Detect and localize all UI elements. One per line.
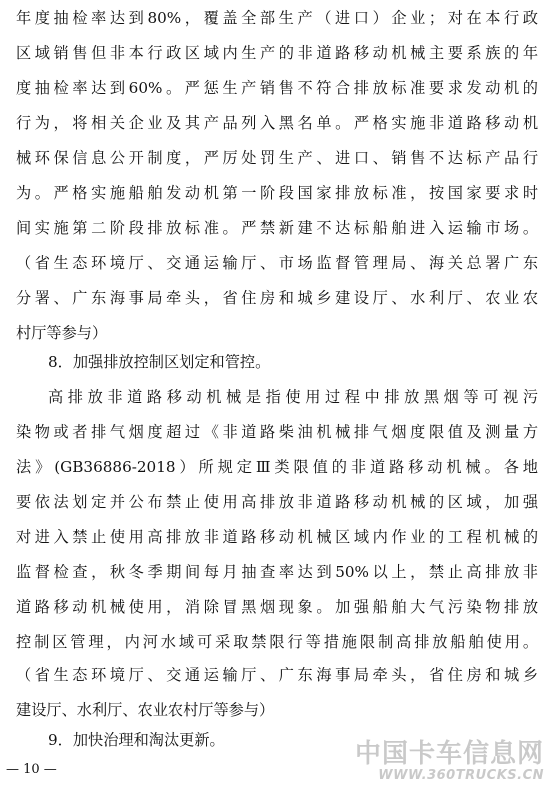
paragraph-line: 年度抽检率达到80%，覆盖全部生产（进口）企业；对在本行政 (16, 9, 538, 27)
responsible-units-line: （省生态环境厅、交通运输厅、广东海事局牵头，省住房和城乡 (16, 666, 538, 684)
watermark (352, 740, 544, 784)
paragraph-line: 区域销售但非本行政区域内生产的非道路移动机械主要系族的年 (16, 44, 538, 62)
paragraph-line: 道路移动机械使用，消除冒黑烟现象。加强船舶大气污染物排放 (16, 598, 538, 616)
responsible-units-line: 村厅等参与） (16, 324, 108, 342)
watermark-url: WWW.360TRUCKS.CN (378, 768, 544, 783)
paragraph-line: 度抽检率达到60%。严惩生产销售不符合排放标准要求发动机的 (16, 79, 538, 97)
paragraph-line: 对进入禁止使用高排放非道路移动机械区域内作业的工程机械的 (16, 528, 538, 546)
section-heading-8: 8．加强排放控制区划定和管控。 (48, 353, 271, 371)
paragraph-line: 法》(GB36886-2018）所规定Ⅲ类限值的非道路移动机械。各地 (16, 458, 538, 476)
watermark-name: 中国卡车信息网 (354, 739, 544, 769)
responsible-units-line: （省生态环境厅、交通运输厅、市场监督管理局、海关总署广东 (16, 254, 538, 272)
responsible-units-line: 建设厅、水利厅、农业农村厅等参与） (16, 701, 275, 719)
paragraph-line: 械环保信息公开制度，严厉处罚生产、进口、销售不达标产品行 (16, 149, 538, 167)
paragraph-line: 为。严格实施船舶发动机第一阶段国家排放标准，按国家要求时 (16, 184, 538, 202)
responsible-units-line: 分署、广东海事局牵头，省住房和城乡建设厅、水利厅、农业农 (16, 289, 538, 307)
paragraph-line: 染物或者排气烟度超过《非道路柴油机械排气烟度限值及测量方 (16, 423, 538, 441)
page-number: — 10 — (6, 762, 57, 777)
paragraph-line: 间实施第二阶段排放标准。严禁新建不达标船舶进入运输市场。 (16, 219, 538, 237)
paragraph-line: 高排放非道路移动机械是指使用过程中排放黑烟等可视污 (48, 388, 538, 406)
section-heading-9: 9．加快治理和淘汰更新。 (48, 731, 225, 749)
paragraph-line: 控制区管理，内河水域可采取禁限行等措施限制高排放船舶使用。 (16, 633, 538, 651)
paragraph-line: 行为，将相关企业及其产品列入黑名单。严格实施非道路移动机 (16, 114, 538, 132)
paragraph-line: 要依法划定并公布禁止使用高排放非道路移动机械的区域，加强 (16, 493, 538, 511)
paragraph-line: 监督检查，秋冬季期间每月抽查率达到50%以上，禁止高排放非 (16, 563, 538, 581)
